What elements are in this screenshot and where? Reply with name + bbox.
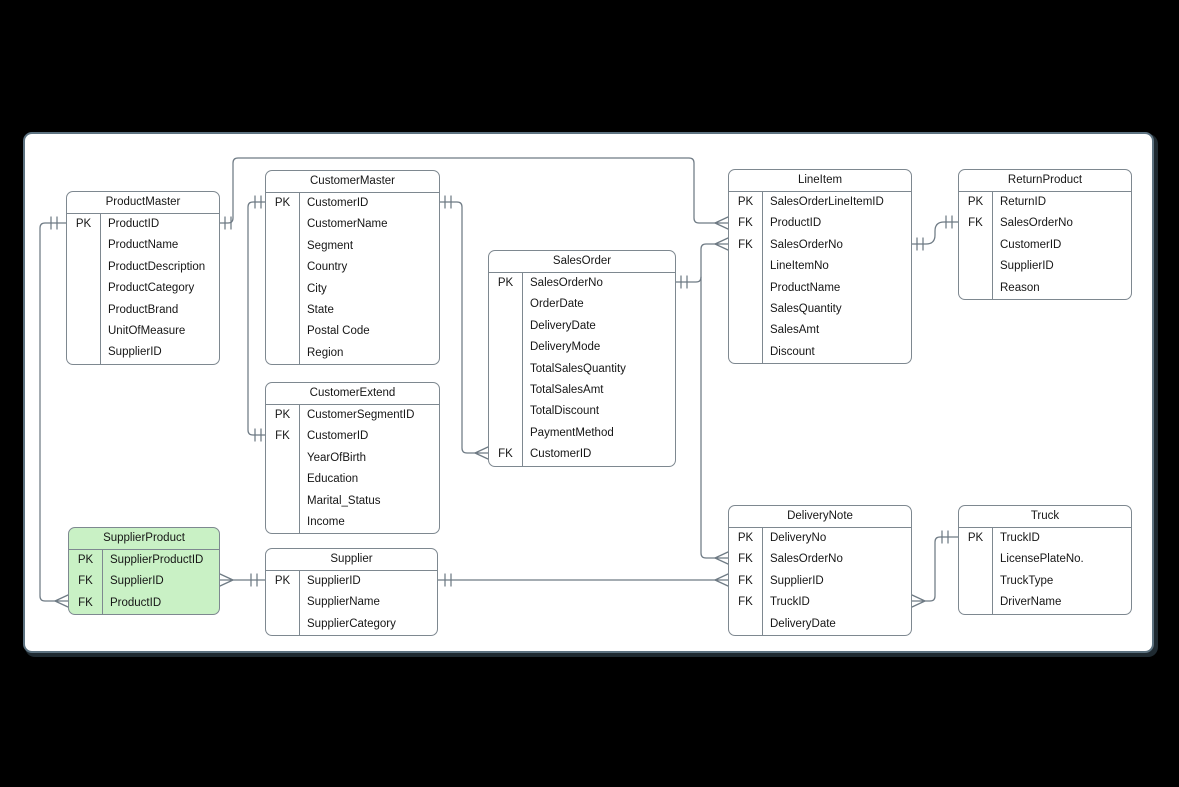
table-title: SalesOrder: [489, 251, 675, 273]
field-name: ReturnID: [1000, 196, 1047, 208]
field-name: TotalSalesQuantity: [530, 362, 626, 375]
key-label: FK: [266, 426, 300, 447]
key-label: FK: [489, 444, 523, 465]
table-row: [266, 405, 439, 426]
table-row: [489, 423, 675, 444]
field-name: DeliveryDate: [530, 319, 596, 332]
field-name: ProductID: [108, 218, 160, 230]
key-label: [266, 343, 300, 364]
key-label: [959, 592, 993, 613]
field-name: DriverName: [1000, 596, 1062, 609]
table-delivery-note[interactable]: [728, 505, 912, 636]
field-name: DeliveryMode: [530, 341, 601, 354]
field-name: Income: [307, 515, 345, 528]
field-name: SupplierID: [1000, 260, 1054, 273]
table-row: [729, 571, 911, 592]
key-label: [489, 401, 523, 422]
table-row: [729, 192, 911, 213]
field-name: PaymentMethod: [530, 426, 614, 439]
table-row: [489, 444, 675, 465]
field-name: LineItemNo: [770, 260, 829, 273]
key-label: FK: [729, 213, 763, 234]
key-label: FK: [729, 571, 763, 592]
field-name: SupplierID: [110, 575, 164, 588]
table-row: [67, 321, 219, 342]
field-name: SalesOrderNo: [770, 238, 843, 251]
table-row: [266, 257, 439, 278]
table-row: [266, 571, 437, 592]
table-customer-master[interactable]: [265, 170, 440, 365]
table-row: [266, 592, 437, 613]
field-name: TotalDiscount: [530, 405, 600, 418]
table-row: [266, 343, 439, 364]
key-label: [266, 300, 300, 321]
table-row: [69, 571, 219, 592]
field-name: OrderDate: [530, 298, 584, 311]
field-name: SupplierID: [108, 346, 162, 359]
key-label: [266, 469, 300, 490]
field-name: Segment: [307, 239, 354, 252]
table-row: [266, 491, 439, 512]
key-label: PK: [959, 528, 993, 549]
table-row: [729, 592, 911, 613]
table-row: [69, 593, 219, 614]
key-label: [959, 549, 993, 570]
field-name: City: [307, 282, 327, 295]
table-product-master[interactable]: [66, 191, 220, 365]
key-label: FK: [959, 213, 993, 234]
table-row: [67, 235, 219, 256]
key-label: PK: [959, 192, 993, 213]
table-title: SupplierProduct: [69, 528, 219, 550]
table-row: [489, 380, 675, 401]
field-name: TruckID: [1000, 532, 1040, 544]
table-row: [266, 300, 439, 321]
table-title: CustomerMaster: [266, 171, 439, 193]
key-label: PK: [266, 193, 300, 214]
key-label: [266, 236, 300, 257]
table-row: [266, 512, 439, 533]
table-row: [729, 278, 911, 299]
table-row: [266, 469, 439, 490]
field-name: ProductDescription: [108, 260, 206, 273]
field-name: SupplierName: [307, 596, 380, 609]
table-row: [729, 528, 911, 549]
field-name: SalesOrderLineItemID: [770, 196, 884, 208]
table-row: [959, 528, 1131, 549]
field-name: DeliveryDate: [770, 617, 836, 630]
key-label: [266, 448, 300, 469]
table-row: [729, 342, 911, 363]
table-row: [959, 549, 1131, 570]
field-name: LicensePlateNo.: [1000, 553, 1084, 566]
key-label: [266, 321, 300, 342]
key-label: PK: [266, 405, 300, 426]
table-row: [489, 294, 675, 315]
table-row: [266, 321, 439, 342]
field-name: ProductName: [108, 239, 179, 252]
field-name: SalesOrderNo: [1000, 217, 1073, 230]
key-label: PK: [67, 214, 101, 235]
table-row: [67, 257, 219, 278]
table-row: [266, 193, 439, 214]
key-label: [729, 278, 763, 299]
key-label: [266, 491, 300, 512]
key-label: [489, 337, 523, 358]
table-return-product[interactable]: [958, 169, 1132, 300]
table-row: [266, 214, 439, 235]
table-row: [489, 401, 675, 422]
table-title: Supplier: [266, 549, 437, 571]
key-label: [959, 235, 993, 256]
field-name: Marital_Status: [307, 494, 381, 507]
field-name: TruckID: [770, 596, 810, 609]
field-name: SalesQuantity: [770, 302, 842, 315]
table-row: [266, 426, 439, 447]
field-name: SupplierID: [307, 575, 361, 587]
field-name: SalesAmt: [770, 324, 820, 337]
table-supplier-product[interactable]: [68, 527, 220, 615]
table-row: [729, 614, 911, 635]
table-truck[interactable]: [958, 505, 1132, 615]
table-title: DeliveryNote: [729, 506, 911, 528]
table-row: [266, 614, 437, 635]
table-row: [729, 320, 911, 341]
table-title: CustomerExtend: [266, 383, 439, 405]
key-label: [729, 256, 763, 277]
table-row: [266, 236, 439, 257]
table-row: [67, 342, 219, 363]
field-name: ProductName: [770, 281, 841, 294]
key-label: [489, 423, 523, 444]
key-label: [266, 257, 300, 278]
table-row: [69, 550, 219, 571]
key-label: [489, 316, 523, 337]
key-label: FK: [729, 549, 763, 570]
field-name: SupplierID: [770, 574, 824, 587]
tables-layer: [25, 134, 1152, 651]
field-name: SupplierProductID: [110, 554, 204, 566]
table-row: [959, 213, 1131, 234]
field-name: Region: [307, 346, 344, 359]
key-label: [729, 320, 763, 341]
key-label: PK: [729, 528, 763, 549]
key-label: [266, 279, 300, 300]
table-row: [489, 316, 675, 337]
key-label: PK: [729, 192, 763, 213]
key-label: [67, 278, 101, 299]
key-label: [266, 214, 300, 235]
field-name: UnitOfMeasure: [108, 324, 186, 337]
table-row: [959, 592, 1131, 613]
table-row: [729, 256, 911, 277]
table-customer-extend[interactable]: [265, 382, 440, 534]
table-row: [67, 214, 219, 235]
field-name: Reason: [1000, 281, 1040, 294]
key-label: FK: [69, 593, 103, 614]
key-label: [729, 614, 763, 635]
table-row: [489, 359, 675, 380]
key-label: PK: [69, 550, 103, 571]
key-label: [729, 299, 763, 320]
field-name: ProductID: [770, 217, 822, 230]
key-label: [489, 380, 523, 401]
field-name: CustomerID: [307, 197, 369, 209]
table-sales-order[interactable]: [488, 250, 676, 467]
field-name: State: [307, 303, 334, 316]
field-name: CustomerID: [530, 448, 592, 461]
key-label: PK: [266, 571, 300, 592]
key-label: FK: [69, 571, 103, 592]
table-row: [729, 299, 911, 320]
key-label: [959, 278, 993, 299]
table-row: [959, 571, 1131, 592]
table-row: [266, 448, 439, 469]
key-label: [67, 342, 101, 363]
table-row: [729, 235, 911, 256]
table-title: ProductMaster: [67, 192, 219, 214]
table-supplier[interactable]: [265, 548, 438, 636]
key-label: FK: [729, 235, 763, 256]
field-name: TotalSalesAmt: [530, 383, 604, 396]
field-name: CustomerSegmentID: [307, 409, 415, 421]
key-label: [67, 321, 101, 342]
key-label: PK: [489, 273, 523, 294]
table-title: ReturnProduct: [959, 170, 1131, 192]
key-label: [266, 512, 300, 533]
table-row: [266, 279, 439, 300]
field-name: CustomerName: [307, 218, 388, 231]
field-name: YearOfBirth: [307, 451, 367, 464]
table-line-item[interactable]: [728, 169, 912, 364]
field-name: Postal Code: [307, 325, 370, 338]
key-label: FK: [729, 592, 763, 613]
table-row: [67, 300, 219, 321]
field-name: SupplierCategory: [307, 617, 396, 630]
key-label: [729, 342, 763, 363]
table-row: [729, 549, 911, 570]
field-name: Country: [307, 261, 348, 274]
key-label: [959, 571, 993, 592]
table-row: [959, 256, 1131, 277]
table-row: [729, 213, 911, 234]
field-name: SalesOrderNo: [530, 277, 603, 289]
table-title: Truck: [959, 506, 1131, 528]
key-label: [67, 235, 101, 256]
key-label: [959, 256, 993, 277]
key-label: [67, 257, 101, 278]
table-row: [959, 235, 1131, 256]
key-label: [266, 614, 300, 635]
key-label: [489, 359, 523, 380]
diagram-canvas[interactable]: [23, 132, 1154, 653]
key-label: [266, 592, 300, 613]
table-row: [489, 273, 675, 294]
table-row: [959, 278, 1131, 299]
table-row: [959, 192, 1131, 213]
field-name: ProductID: [110, 596, 162, 609]
key-label: [489, 294, 523, 315]
field-name: Discount: [770, 345, 815, 358]
field-name: Education: [307, 473, 359, 486]
field-name: CustomerID: [1000, 238, 1062, 251]
key-label: [67, 300, 101, 321]
table-row: [67, 278, 219, 299]
field-name: SalesOrderNo: [770, 553, 843, 566]
field-name: TruckType: [1000, 574, 1054, 587]
field-name: CustomerID: [307, 430, 369, 443]
field-name: DeliveryNo: [770, 532, 827, 544]
field-name: ProductBrand: [108, 303, 179, 316]
field-name: ProductCategory: [108, 282, 195, 295]
table-title: LineItem: [729, 170, 911, 192]
table-row: [489, 337, 675, 358]
